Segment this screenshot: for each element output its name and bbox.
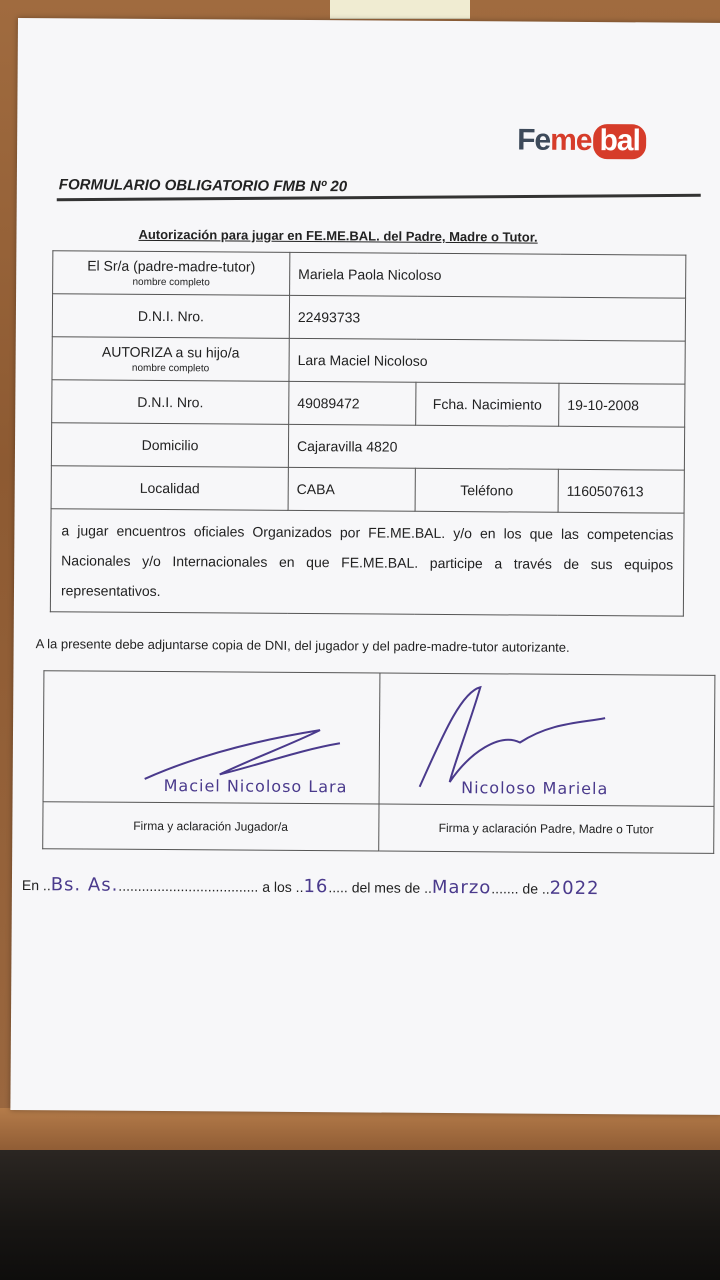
parent-signature-name: Nicoloso Mariela (461, 778, 609, 799)
title-rule (57, 194, 701, 201)
form-title: FORMULARIO OBLIGATORIO FMB Nº 20 (58, 176, 348, 196)
femebal-logo (517, 123, 646, 158)
date-a-los-label: a los (262, 878, 292, 895)
date-line: En ..Bs. As..................................... a los ..16..... del mes de ..Marzo....... de ..2022 (21, 874, 600, 900)
attachment-note: A la presente debe adjuntarse copia de DNI, del jugador y del padre-madre-tutor autorizante. (35, 636, 570, 655)
paragraph-row (50, 509, 684, 616)
birth-value[interactable]: 19-10-2008 (559, 383, 685, 427)
floor-background (0, 1150, 720, 1280)
player-signature-name: Maciel Nicoloso Lara (163, 776, 348, 797)
logo-part-fe: Fe (517, 123, 551, 157)
tutor-label-cell (53, 251, 290, 296)
date-en-label: En (21, 877, 40, 894)
date-day-value[interactable]: 16 (303, 876, 329, 898)
tutor-name-value[interactable]: Mariela Paola Nicoloso (290, 252, 686, 298)
parent-signature-area[interactable] (379, 673, 715, 806)
city-label: Localidad (51, 466, 288, 511)
parent-signature-label: Firma y aclaración Padre, Madre o Tutor (378, 804, 714, 853)
logo-part-me: me (550, 123, 592, 158)
birth-label: Fcha. Nacimiento (416, 382, 559, 426)
child-sublabel: nombre completo (131, 362, 210, 375)
player-signature-label: Firma y aclaración Jugador/a (43, 802, 379, 851)
authorization-table (50, 250, 687, 616)
date-de-label: de (522, 880, 539, 897)
logo-part-bal: bal (593, 124, 646, 159)
child-dni-value[interactable]: 49089472 (289, 381, 416, 425)
tutor-dni-value[interactable]: 22493733 (289, 295, 685, 341)
child-label-cell (52, 337, 289, 382)
city-row (51, 466, 684, 513)
date-place-value[interactable]: Bs. As. (50, 874, 119, 896)
child-label: AUTORIZA a su hijo/a (101, 343, 240, 361)
tutor-dni-row (52, 294, 685, 341)
child-row (52, 337, 685, 384)
city-value[interactable]: CABA (288, 467, 415, 511)
parent-signature-scribble (409, 682, 610, 793)
child-name-value[interactable]: Lara Maciel Nicoloso (289, 338, 685, 384)
address-value[interactable]: Cajaravilla 4820 (288, 424, 684, 470)
phone-label: Teléfono (415, 468, 558, 512)
date-month-value[interactable]: Marzo (431, 876, 492, 899)
tutor-label: El Sr/a (padre-madre-tutor) (87, 257, 256, 275)
form-paper (10, 18, 720, 1115)
date-year-value[interactable]: 2022 (549, 877, 600, 900)
table-edge (0, 1108, 720, 1154)
form-subtitle: Autorización para jugar en FE.ME.BAL. del Padre, Madre o Tutor. (138, 226, 538, 245)
child-dni-row (52, 380, 685, 427)
player-signature-area[interactable] (43, 671, 379, 804)
address-label: Domicilio (51, 423, 288, 468)
signature-table (42, 670, 715, 854)
phone-value[interactable]: 1160507613 (558, 469, 684, 513)
address-row (51, 423, 684, 470)
tutor-sublabel: nombre completo (132, 276, 210, 289)
authorization-paragraph: a jugar encuentros oficiales Organizados por FE.ME.BAL. y/o en los que las competencias Nacionales y/o Internacionales en que FE.ME.BAL. participe a través de sus equipos representativos. (50, 509, 684, 616)
tutor-dni-label: D.N.I. Nro. (52, 294, 289, 339)
date-del-mes-label: del mes de (351, 879, 421, 896)
sticky-note (330, 0, 470, 19)
child-dni-label: D.N.I. Nro. (52, 380, 289, 425)
tutor-row (53, 251, 686, 298)
